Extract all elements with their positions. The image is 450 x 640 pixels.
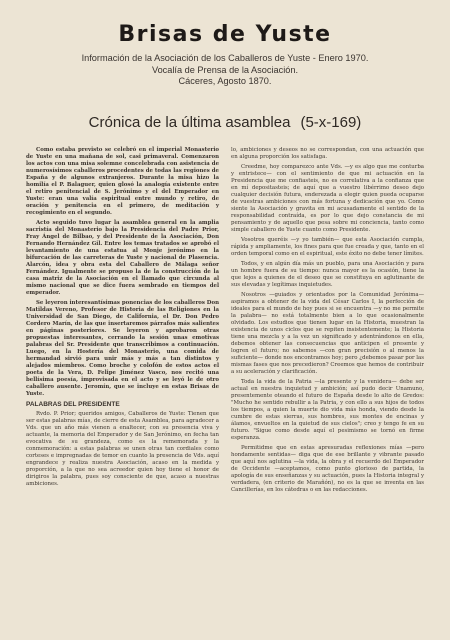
right-paragraph-2: Creedme, hoy comparezco ante Vds. —y es algo que me conturba y entristece— con el sentimiento de que mi actuación en la Presidencia que me confiasteis, no es correlativa a la confianza que en mí depositasteis; de aquí que a vuestro libérrimo deseo dejo cualquier decisión futura, enderezada a elegir quien pueda ocuparse de vuestras ambiciones con más fortuna y dedicación que yo. Como siente la Asociación y gravita en mi acusadamente el sentido de la responsabilidad contraída, es por lo que dejo constancia de mi pensamiento y de aquello que pesa sobre mi conciencia, tanto como simple caballero de Yuste cuanto como Presidente. — [231, 163, 424, 233]
right-paragraph-4: Todos, y en algún día más un pueblo, para una Asociación y para un hombre fuera de su tiempo: nunca mayor es la ocasión, tiene la que lejos a quienes de el deseo que se constituya en aglutinante de sus elevadas y legítimas inquietudes. — [231, 260, 424, 288]
section-date: (5-x-169) — [300, 113, 362, 131]
section-title: Crónica de la última asamblea — [88, 113, 291, 131]
masthead-info — [26, 53, 424, 88]
masthead — [26, 22, 424, 88]
section-heading — [26, 114, 424, 131]
left-paragraph-4: Rvdo. P. Prior; queridos amigos, Caballeros de Yuste: Tienen que ser estas palabras mías, de cierre de esta Asamblea, para agradecer a Vds. que un año más vienen a enaltecer, con su presencia viva y actuante, la memoria del Emperador y de San Jerónimo, en fecha tan evocativa de su grandeza, como es la rememorada y la conmemoración: a estas palabras se unen otras tan cordiales como corteses e impregnadas de temor en cuanto la presencia de Vds. aquí engrandece y realiza nuestra Asociación, acaso en la medida y proporción, a la que no sea acreedor quien hoy tiene el honor de dirigiros la palabra, pues soy consciente de que, acaso a nuestras ambiciones. — [26, 410, 219, 487]
info-line-2: Vocalía de Prensa de la Asociación. — [151, 64, 299, 75]
right-paragraph-3: Vosotros queréis —y yo también— que esta Asociación cumpla, rápida y ampliamente, los fines para que fue creada y que, tanto en el orden temporal como en el espiritual, este éxito no debe tener límites. — [231, 236, 424, 257]
president-words-subhead: PALABRAS DEL PRESIDENTE — [26, 400, 120, 408]
right-column — [231, 147, 424, 497]
info-line-1: Información de la Asociación de los Caballeros de Yuste - Enero 1970. — [81, 53, 369, 63]
article-body — [26, 147, 424, 497]
newsletter-title: Brisas de Yuste — [118, 22, 332, 47]
right-paragraph-5: Nosotros —guiados y orientados por la Comunidad Jerónima— aspiramos a obtener de la vida del César Carlos I, la perfección de ideales para el mundo de hoy pues si se encuentra —y no me permite la palabra— no está totalmente bien a lo que ocasionalmente olvidado. Los estudios que tienen lugar en la Historia, muestran la existencia de unos ciclos que se repiten insistentemente; la Historia tiene una mezcla y a la vez un significado y adentrándonos en ella, debemos obtener las consecuencias que anticipen el presente y logren el futuro; no sabemos —con gran precisión o al menos la suficiente— donde nos encontramos hoy; pero ¿debemos pasar por las mismas fases que nos precedieron? Creemos que hemos de contribuir a su aceleración y clarificación. — [231, 291, 424, 375]
left-paragraph-1: Como estaba previsto se celebró en el imperial Monasterio de Yuste en una mañana de sol, casi primaveral. Comenzaron los actos con una misa solemne concelebrada con asistencia de numerosísimos caballeros procedentes de todas las regiones de España y de algunos extranjeros. Durante la misa hizo la homilía el P. Balaguer, quien glosó la analogía existente entre el retiro penitencial de S. Jerónimo y el del Emperador en Yuste: eran una valía espiritual entre mundo y retiro, de oración y penitencia en el primero, de meditación y recogimiento en el segundo. — [26, 146, 219, 216]
left-paragraph-2: Acto seguido tuvo lugar la asamblea general en la amplia sacristía del Monasterio bajo la Presidencia del Padre Prior, Fray Ángel de Bilbao, y del Presidente de la Asociación, Don Fernando Hernández Gil. Entre los temas tratados se aprobó el levantamiento de una estatua al Monje jerónimo en la bifurcación de las carreteras de Yuste y nacional de Plasencia. Alarcón, idea y obra esta del Caballero de Málaga señor Fernández. Igualmente se propuso la de la construcción de la casa matriz de la Asociación en el llamado que circunda al mismo nacional que se dice fuera sembrado en tiempos del emperador. — [26, 219, 219, 296]
right-paragraph-7: Permitidme que en estas apresuradas reflexiones mías —pero hondamente sentidas— diga que de ese brillante y vibrante pasado que aquí nos aglutina —la vida, la obra y el recuerdo del Emperador de Occidente —aceptamos, como punto glorioso de partida, la apología de sus enseñanzas y su actuación, pues la Historia integral y verdadera, (en criterio de Marañón), no es la que se inventa en las Cancillerías, en los cátedras o en las redacciones. — [231, 444, 424, 493]
left-column — [26, 147, 219, 497]
right-paragraph-6: Toda la vida de la Patria —la presente y la venidera— debe ser actual en nuestra inquietud y ambición; así pudo decir Unamuno, presentemente oteando el futuro de España desde lo alto de Gredos: "Mucho he sentido rebullir a la Patria, y con ello a sus hijos de todos los tiempos, a quien la muerte dio vida más honda, viendo desde la cumbre de estas sierras, sus hombres, sus montes de encinas y álamos, envueltos en la quietud de sus cielos"; creo y tengo fe en su futuro. "Sigue como desde aquí el pesimismo se tornó en firme esperanza. — [231, 378, 424, 441]
right-paragraph-1: lo, ambiciones y deseos no se correspondan, con una actuación que en alguna proporción los satisfaga. — [231, 146, 424, 160]
info-line-3: Cáceres, Agosto 1870. — [178, 76, 272, 86]
left-paragraph-3: Se leyeron interesantísimas ponencias de los caballeros Don Matildas Vereno, Profesor de Historia de las Religiones en la Universidad de San Diego, de California, el Dr. Don Pedro Cordero Marín, de las que insertaremos párrafos más salientes en páginas posteriores. Se leyeron y aprobaron otras propuestas interesantes, cerrando la sesión unas emotivas palabras del Sr. Presidente que transcribimos a continuación. Luego, en la Hostería del Monasterio, una comida de hermandad sirvió para unir más y más a tan distintos y alejados miembros. Como broche y colofón de estos actos el poeta de la Vera, D. Felipe Jiménez Vasco, nos recitó una bellísima poesía, improvisada en el acto y se leyó le de otro caballero ausente. Jeromín, que se incluye en estas Brisas de Yuste. — [26, 299, 219, 397]
